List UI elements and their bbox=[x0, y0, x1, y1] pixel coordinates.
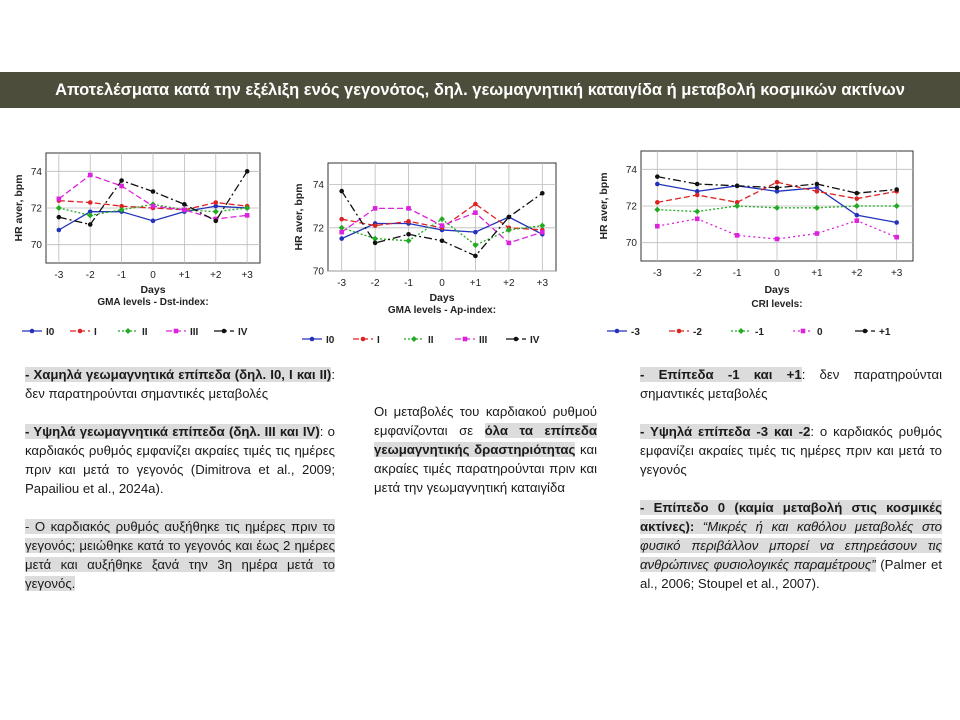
left-paragraph-1 bbox=[25, 365, 335, 403]
data-point bbox=[339, 217, 344, 222]
chart-dst bbox=[10, 145, 270, 345]
y-tick-label: 70 bbox=[625, 238, 637, 250]
y-tick-label: 72 bbox=[625, 201, 637, 213]
y-tick-label: 72 bbox=[30, 203, 42, 215]
data-point bbox=[182, 202, 187, 207]
right-p3-italic: “Μικρές ή και καθόλου μεταβολές στο φυσικό περιβάλλον μπορεί να επηρεάσουν τις ανθρώπινες φυσιολογικές παραμέτρους” bbox=[640, 519, 942, 572]
data-point bbox=[213, 200, 218, 205]
data-point bbox=[151, 219, 156, 224]
legend-label: -1 bbox=[755, 327, 764, 338]
x-tick-label: +1 bbox=[811, 268, 823, 279]
legend-marker bbox=[411, 336, 417, 342]
data-point bbox=[473, 254, 478, 259]
data-point bbox=[373, 223, 378, 228]
x-tick-label: +3 bbox=[536, 278, 549, 289]
chart-ap bbox=[290, 155, 565, 355]
legend-marker bbox=[30, 329, 35, 334]
legend-label: -3 bbox=[631, 327, 640, 338]
data-point bbox=[373, 241, 378, 246]
legend-label: III bbox=[479, 335, 488, 346]
x-tick-label: 0 bbox=[150, 270, 156, 281]
legend-marker bbox=[801, 329, 806, 334]
legend-label: I bbox=[377, 335, 380, 346]
data-point bbox=[119, 184, 124, 189]
data-point bbox=[695, 182, 700, 187]
middle-text-bold: όλα τα επίπεδα γεωμαγνητικής δραστηριότητας bbox=[374, 423, 597, 457]
data-point bbox=[339, 189, 344, 194]
legend-marker bbox=[514, 337, 519, 342]
legend-marker bbox=[463, 337, 468, 342]
data-point bbox=[151, 189, 156, 194]
middle-paragraph bbox=[374, 402, 597, 497]
legend-label: IV bbox=[238, 327, 248, 338]
data-point bbox=[854, 218, 859, 223]
legend-marker bbox=[361, 337, 366, 342]
data-point bbox=[406, 206, 411, 211]
x-tick-label: -3 bbox=[337, 278, 347, 289]
legend-label: II bbox=[428, 335, 434, 346]
data-point bbox=[540, 191, 545, 196]
x-tick-label: 0 bbox=[774, 268, 780, 279]
chart-subtitle: CRI levels: bbox=[751, 299, 803, 310]
data-point bbox=[735, 233, 740, 238]
middle-text-column bbox=[374, 402, 597, 516]
x-tick-label: -1 bbox=[117, 270, 127, 281]
data-point bbox=[406, 219, 411, 224]
data-point bbox=[88, 200, 93, 205]
x-tick-label: -2 bbox=[692, 268, 702, 279]
data-point bbox=[119, 178, 124, 183]
data-point bbox=[245, 169, 250, 174]
data-point bbox=[894, 220, 899, 225]
data-point bbox=[88, 222, 93, 227]
y-tick-label: 70 bbox=[312, 266, 324, 278]
x-tick-label: -3 bbox=[54, 270, 64, 281]
left-paragraph-2 bbox=[25, 422, 335, 498]
data-point bbox=[57, 228, 62, 233]
chart-ap-svg bbox=[290, 155, 565, 355]
data-point bbox=[507, 215, 512, 220]
y-tick-label: 74 bbox=[312, 180, 324, 192]
legend-label: +1 bbox=[879, 327, 891, 338]
chart-dst-svg bbox=[10, 145, 270, 345]
left-p2-bold: - Υψηλά γεωμαγνητικά επίπεδα (δηλ. ΙΙΙ και IV) bbox=[25, 424, 320, 439]
x-tick-label: +2 bbox=[851, 268, 863, 279]
y-tick-label: 74 bbox=[30, 166, 42, 178]
data-point bbox=[894, 187, 899, 192]
x-tick-label: 0 bbox=[439, 278, 445, 289]
x-tick-label: +1 bbox=[178, 270, 191, 281]
legend bbox=[607, 327, 891, 338]
legend-label: 0 bbox=[817, 327, 823, 338]
right-p3-bold: - Επίπεδο 0 (καμία μεταβολή στις κοσμικές ακτίνες): bbox=[640, 500, 942, 534]
x-tick-label: -1 bbox=[732, 268, 742, 279]
y-axis-label: HR aver, bpm bbox=[13, 174, 25, 242]
slide-title: Αποτελέσματα κατά την εξέλιξη ενός γεγονότος, δηλ. γεωμαγνητική καταιγίδα ή μεταβολή κοσμικών ακτίνων bbox=[0, 72, 960, 108]
chart-cri bbox=[595, 145, 925, 345]
data-point bbox=[854, 196, 859, 201]
data-point bbox=[339, 230, 344, 235]
data-point bbox=[775, 180, 780, 185]
legend-label: I0 bbox=[326, 335, 335, 346]
legend-marker bbox=[174, 329, 179, 334]
data-point bbox=[540, 230, 545, 235]
x-tick-label: -2 bbox=[85, 270, 95, 281]
x-tick-label: +3 bbox=[241, 270, 253, 281]
legend-label: I0 bbox=[46, 327, 55, 338]
x-axis-label: Days bbox=[764, 284, 790, 296]
data-point bbox=[406, 232, 411, 237]
data-point bbox=[815, 182, 820, 187]
data-point bbox=[655, 174, 660, 179]
data-point bbox=[213, 219, 218, 224]
data-point bbox=[695, 217, 700, 222]
right-paragraph-1 bbox=[640, 365, 942, 403]
legend-label: II bbox=[142, 327, 148, 338]
data-point bbox=[775, 185, 780, 190]
legend-label: -2 bbox=[693, 327, 702, 338]
right-p2-rest: : ο καρδιακός ρυθμός εμφανίζει ακραίες τιμές τις ημέρες πριν και μετά το γεγονός bbox=[640, 424, 942, 477]
data-point bbox=[440, 238, 445, 243]
left-p1-bold: - Χαμηλά γεωμαγνητικά επίπεδα (δηλ. Ι0, Ι και ΙΙ) bbox=[25, 367, 332, 382]
data-point bbox=[373, 206, 378, 211]
x-tick-label: -3 bbox=[652, 268, 662, 279]
legend-marker bbox=[78, 329, 83, 334]
data-point bbox=[695, 193, 700, 198]
left-p3-text: - Ο καρδιακός ρυθμός αυξήθηκε τις ημέρες πριν το γεγονός; μειώθηκε κατά το γεγονός και έως 2 ημέρες μετά και αυξήθηκε ξανά την 3η ημέρα μετά το γεγονός. bbox=[25, 519, 335, 591]
data-point bbox=[339, 236, 344, 241]
left-text-column bbox=[25, 365, 335, 612]
data-point bbox=[473, 210, 478, 215]
data-point bbox=[57, 215, 62, 220]
data-point bbox=[182, 208, 187, 213]
data-point bbox=[655, 224, 660, 229]
middle-text-a: Οι μεταβολές του καρδιακού ρυθμού εμφανίζονται σε bbox=[374, 404, 597, 438]
y-axis-label: HR aver, bpm bbox=[293, 183, 305, 251]
data-point bbox=[815, 189, 820, 194]
data-point bbox=[473, 202, 478, 207]
data-point bbox=[655, 200, 660, 205]
data-point bbox=[473, 230, 478, 235]
legend-label: III bbox=[190, 327, 199, 338]
x-axis-label: Days bbox=[429, 292, 455, 304]
chart-subtitle: GMA levels - Dst-index: bbox=[97, 297, 209, 308]
right-p3-rest: (Palmer et al., 2006; Stoupel et al., 2007). bbox=[640, 557, 942, 591]
legend-marker bbox=[863, 329, 868, 334]
legend-marker bbox=[310, 337, 315, 342]
data-point bbox=[151, 204, 156, 209]
data-point bbox=[57, 197, 62, 202]
y-tick-label: 70 bbox=[30, 240, 42, 252]
data-point bbox=[854, 213, 859, 218]
data-point bbox=[245, 213, 250, 218]
chart-cri-svg bbox=[595, 145, 925, 345]
legend-marker bbox=[615, 329, 620, 334]
legend-marker bbox=[677, 329, 682, 334]
legend-label: IV bbox=[530, 335, 540, 346]
right-paragraph-3 bbox=[640, 498, 942, 593]
legend-label: I bbox=[94, 327, 97, 338]
legend-marker bbox=[738, 328, 744, 334]
data-point bbox=[894, 235, 899, 240]
middle-text-c: και ακραίες τιμές παρατηρούνται πριν και μετά την γεωμαγνητική καταιγίδα bbox=[374, 442, 597, 495]
data-point bbox=[775, 237, 780, 242]
x-tick-label: +3 bbox=[890, 268, 903, 279]
x-tick-label: +2 bbox=[503, 278, 515, 289]
data-point bbox=[854, 191, 859, 196]
data-point bbox=[655, 182, 660, 187]
legend bbox=[302, 335, 540, 346]
x-tick-label: +1 bbox=[469, 278, 482, 289]
data-point bbox=[735, 184, 740, 189]
y-tick-label: 74 bbox=[625, 164, 637, 176]
data-point bbox=[815, 231, 820, 236]
data-point bbox=[88, 173, 93, 178]
right-p2-bold: - Υψηλά επίπεδα -3 και -2 bbox=[640, 424, 811, 439]
right-p1-bold: - Επίπεδα -1 και +1 bbox=[640, 367, 802, 382]
data-point bbox=[507, 241, 512, 246]
right-paragraph-2 bbox=[640, 422, 942, 479]
right-text-column bbox=[640, 365, 942, 612]
x-tick-label: -2 bbox=[370, 278, 380, 289]
y-axis-label: HR aver, bpm bbox=[598, 172, 610, 240]
x-tick-label: -1 bbox=[404, 278, 414, 289]
legend-marker bbox=[125, 328, 131, 334]
right-p1-rest: : δεν παρατηρούνται σημαντικές μεταβολές bbox=[640, 367, 942, 401]
left-paragraph-3 bbox=[25, 517, 335, 593]
x-axis-label: Days bbox=[140, 284, 166, 296]
data-point bbox=[440, 223, 445, 228]
x-tick-label: +2 bbox=[210, 270, 222, 281]
legend-marker bbox=[222, 329, 227, 334]
y-tick-label: 72 bbox=[312, 223, 324, 235]
chart-subtitle: GMA levels - Ap-index: bbox=[387, 305, 497, 316]
legend bbox=[22, 327, 248, 338]
left-p2-rest: : ο καρδιακός ρυθμός εμφανίζει ακραίες τιμές τις ημέρες πριν και μετά το γεγονός (Dimitrova et al., 2009; Papailiou et al., 2024a). bbox=[25, 424, 335, 496]
left-p1-rest: : δεν παρατηρούνται σημαντικές μεταβολές bbox=[25, 367, 335, 401]
